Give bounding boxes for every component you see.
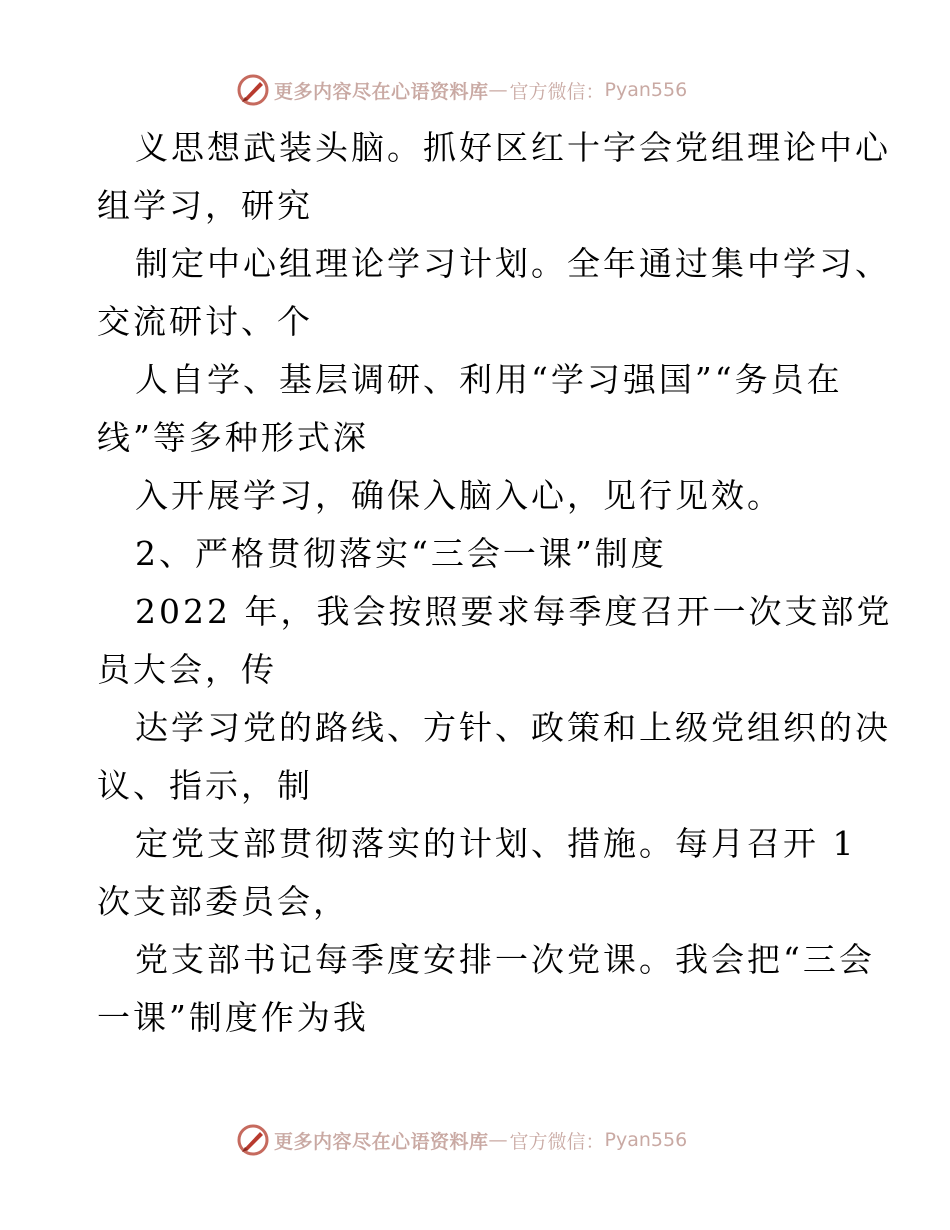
body-line: 员大会，传	[97, 650, 277, 689]
quill-pen-logo-icon	[236, 73, 270, 107]
body-line: 2022 年，我会按照要求每季度召开一次支部党	[135, 592, 893, 631]
watermark-main-text: 更多内容尽在心语资料库	[274, 1130, 489, 1153]
watermark-main-text: 更多内容尽在心语资料库	[274, 80, 489, 103]
body-line: 人自学、基层调研、利用“学习强国”“务员在	[135, 360, 843, 399]
body-line: 一课”制度作为我	[97, 998, 369, 1037]
body-line: 交流研讨、个	[97, 302, 313, 341]
body-line: 定党支部贯彻落实的计划、措施。每月召开 1	[135, 824, 857, 863]
body-line: 制定中心组理论学习计划。全年通过集中学习、	[135, 244, 891, 283]
watermark-dash: —	[488, 1129, 508, 1151]
quill-pen-logo-icon	[236, 1123, 270, 1157]
footer-watermark	[236, 1122, 687, 1158]
body-line: 次支部委员会，	[97, 882, 349, 921]
header-watermark	[236, 72, 687, 108]
section-heading: 2、严格贯彻落实“三会一课”制度	[135, 534, 667, 573]
body-line: 线”等多种形式深	[97, 418, 369, 457]
watermark-wechat-id: Pyan556	[604, 1129, 688, 1151]
body-line: 议、指示，制	[97, 766, 313, 805]
body-line: 组学习，研究	[97, 186, 313, 225]
watermark-official-label: 官方微信：	[509, 80, 605, 103]
body-line: 党支部书记每季度安排一次党课。我会把“三会	[135, 940, 875, 979]
body-line: 义思想武装头脑。抓好区红十字会党组理论中心	[135, 128, 891, 167]
body-line: 入开展学习，确保入脑入心，见行见效。	[135, 476, 783, 515]
watermark-dash: —	[488, 79, 508, 101]
watermark-official-label: 官方微信：	[509, 1130, 605, 1153]
watermark-wechat-id: Pyan556	[604, 79, 688, 101]
body-line: 达学习党的路线、方针、政策和上级党组织的决	[135, 708, 891, 747]
